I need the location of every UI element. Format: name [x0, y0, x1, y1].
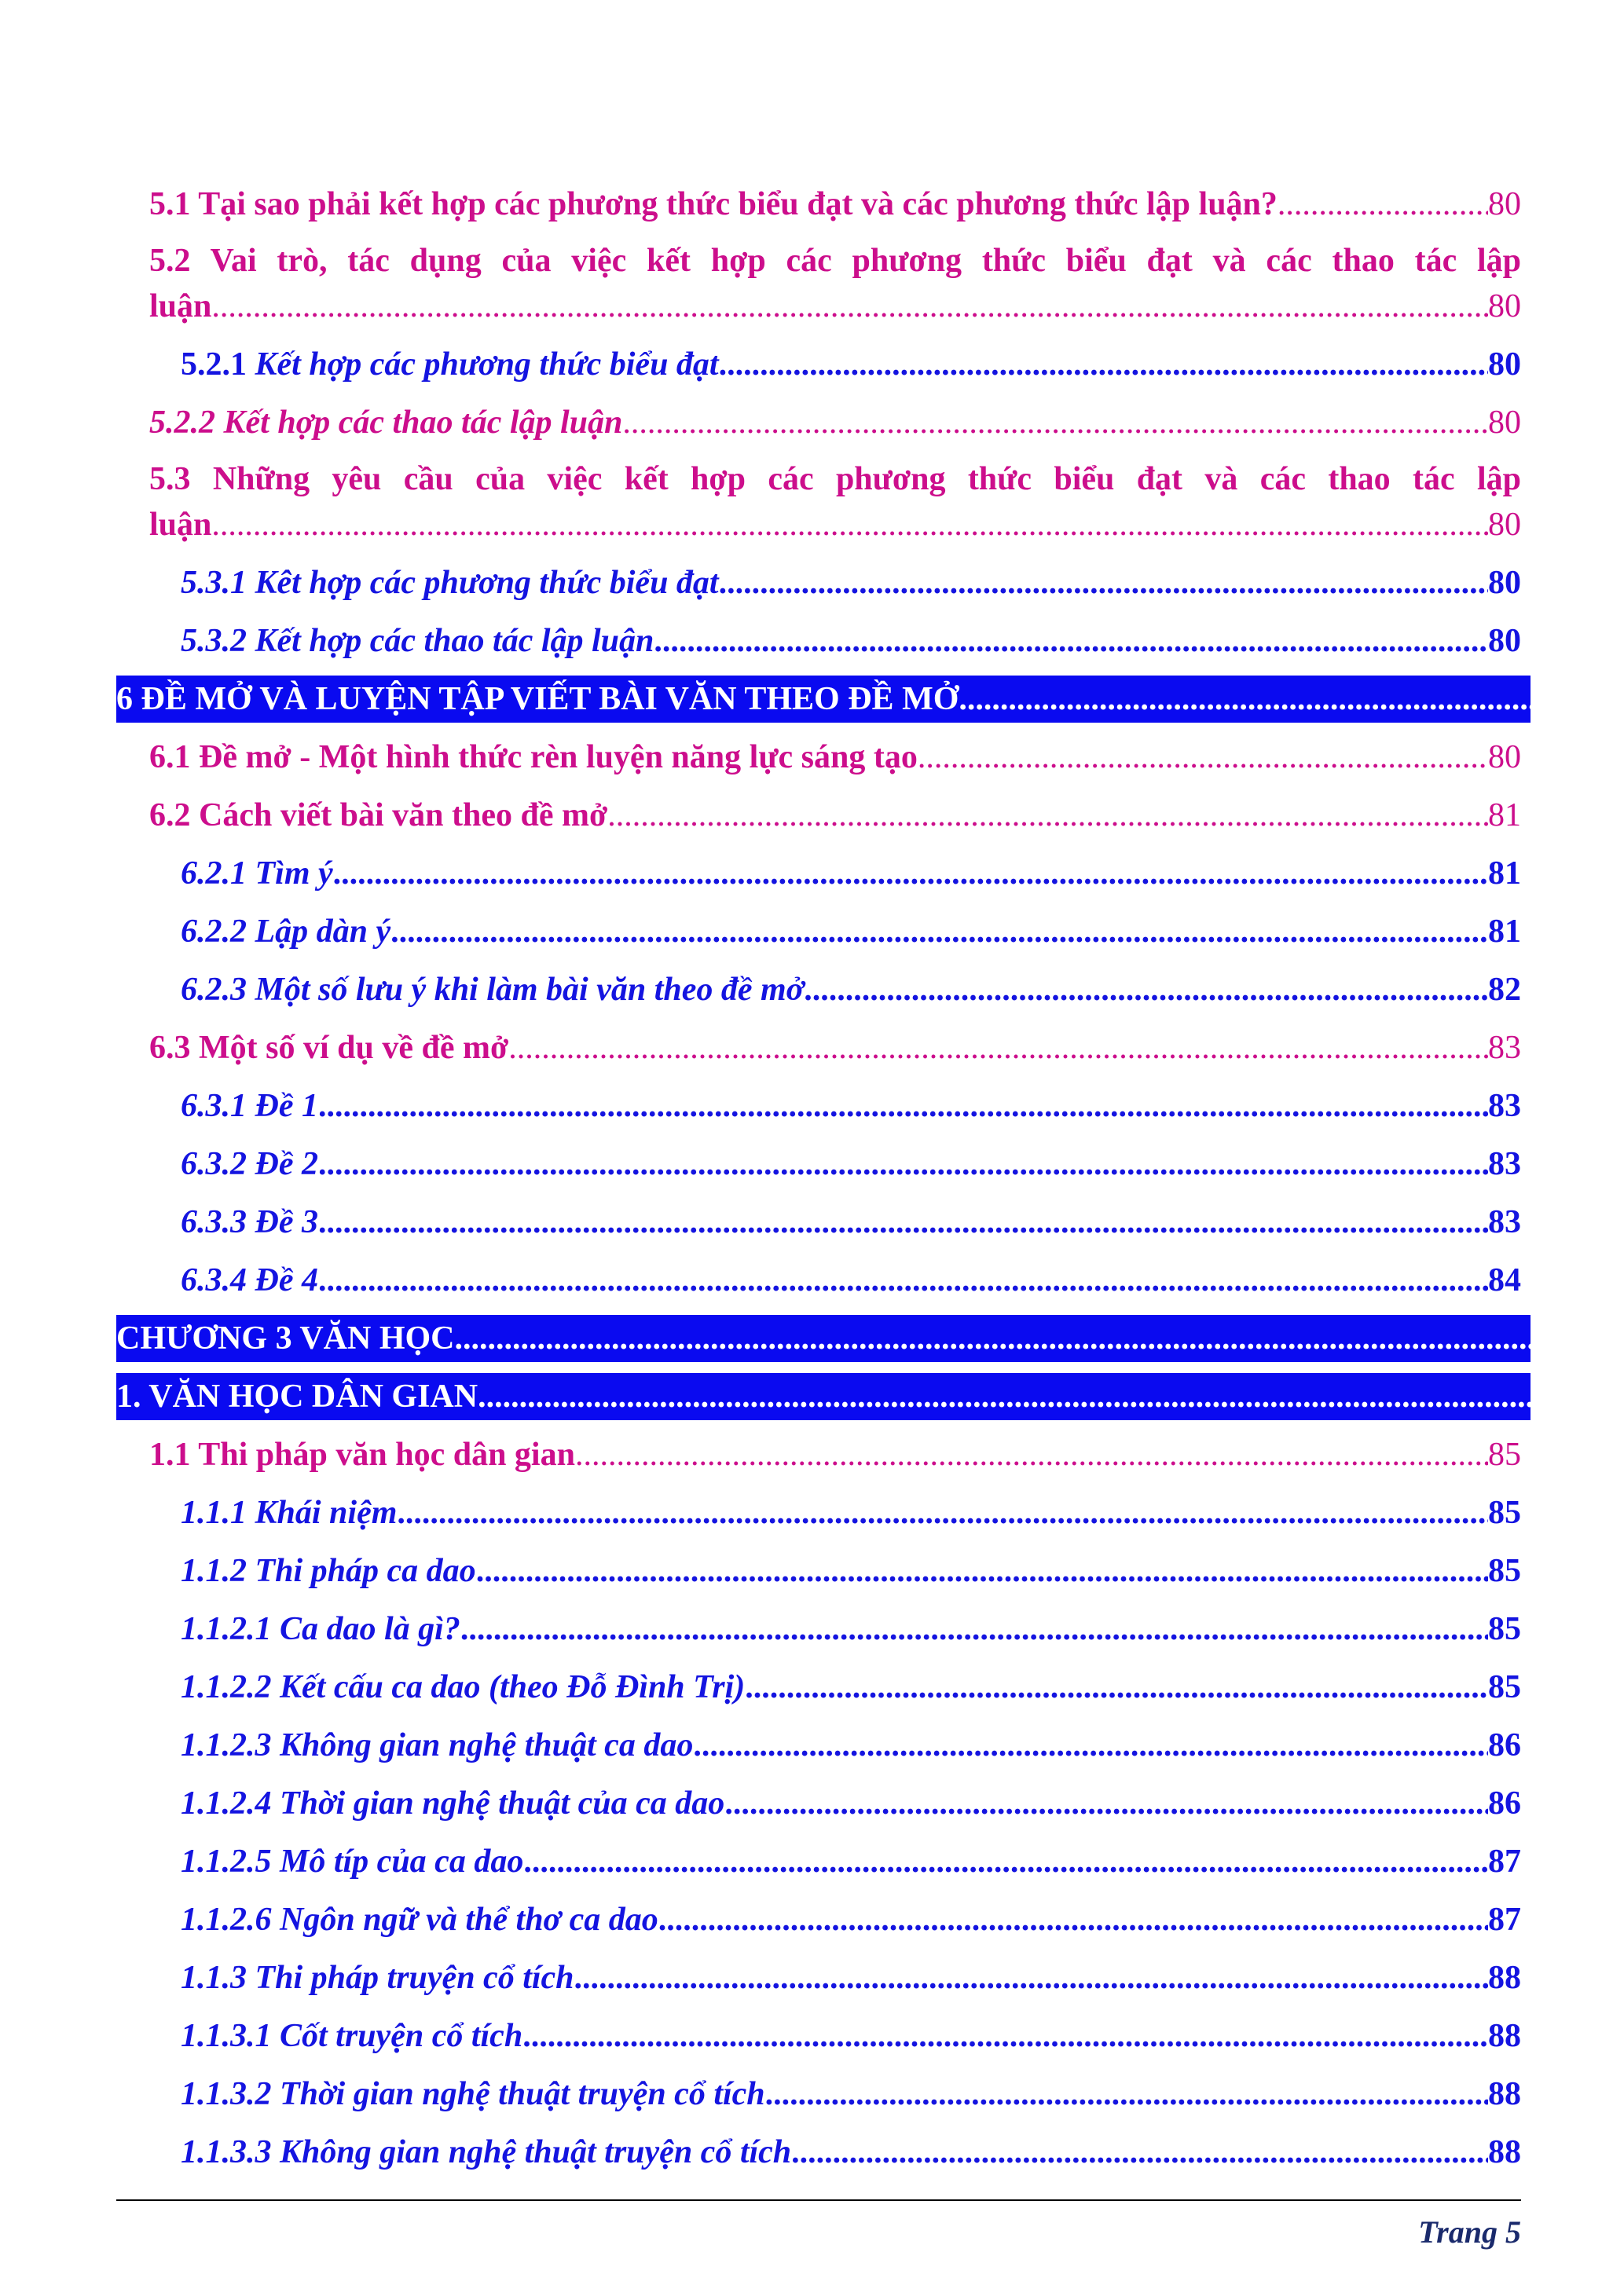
toc-entry[interactable] [116, 1722, 1521, 1769]
toc-entry-title: 6.1 Đề mở - Một hình thức rèn luyện năng lực sáng tạo [149, 739, 918, 775]
dot-leader [318, 1082, 1488, 1130]
toc-page-number: 88 [1488, 2076, 1521, 2112]
toc-entry[interactable] [116, 2012, 1521, 2060]
toc-chapter-banner[interactable] [116, 676, 1531, 723]
toc-entry[interactable] [116, 559, 1521, 606]
dot-leader [318, 1257, 1488, 1304]
toc-page-number: 80 [1488, 623, 1521, 659]
dot-leader [654, 617, 1488, 665]
toc-entry-title: 1.1.2 Thi pháp ca dao [181, 1553, 476, 1589]
dot-leader [523, 1838, 1488, 1885]
toc-entry-title: 6.2.1 Tìm ý [181, 855, 333, 892]
toc-entry[interactable] [116, 617, 1521, 665]
toc-page-number: 81 [1488, 914, 1521, 950]
toc-entry[interactable] [116, 239, 1521, 330]
toc-page-number: 85 [1488, 1495, 1521, 1531]
toc-entry-title: 1.1.2.6 Ngôn ngữ và thể thơ ca dao [181, 1902, 658, 1938]
toc-page-number: 80 [1488, 186, 1521, 222]
toc-entry-title: 1.1.3.2 Thời gian nghệ thuật truyện cổ tích [181, 2076, 765, 2112]
toc-page-number: 81 [1488, 797, 1521, 833]
dot-leader [607, 792, 1488, 839]
toc-entry-title: 1.1 Thi pháp văn học dân gian [149, 1437, 575, 1473]
toc-entry-title: 1.1.3 Thi pháp truyện cổ tích [181, 1960, 574, 1996]
toc-entry-title: 1. VĂN HỌC DÂN GIAN [116, 1379, 478, 1415]
toc-entry-title: 6.2 Cách viết bài văn theo đề mở [149, 797, 608, 833]
toc-page-number: 83 [1488, 1146, 1521, 1182]
dot-leader [575, 1431, 1488, 1478]
toc-entry[interactable] [116, 792, 1521, 839]
dot-leader [333, 850, 1488, 897]
toc-page-number: 88 [1488, 1960, 1521, 1996]
dot-leader [658, 1896, 1488, 1943]
toc-entry[interactable] [116, 850, 1521, 897]
dot-leader [693, 1722, 1488, 1769]
toc-entry-title: 6 ĐỀ MỞ VÀ LUYỆN TẬP VIẾT BÀI VĂN THEO ĐỀ MỞ [116, 681, 959, 717]
toc-entry-title: 6.3.2 Đề 2 [181, 1146, 318, 1182]
toc-entry-title: 6.3.1 Đề 1 [181, 1088, 318, 1124]
toc-chapter-banner[interactable] [116, 1373, 1531, 1420]
dot-leader [724, 1780, 1488, 1827]
toc-page-number: 82 [1488, 972, 1521, 1008]
toc-page-number: 83 [1488, 1030, 1521, 1066]
dot-leader [745, 1664, 1488, 1711]
toc-page-number: 83 [1488, 1088, 1521, 1124]
toc-page-number: 80 [1488, 565, 1521, 601]
toc-entry[interactable] [116, 1141, 1521, 1188]
toc-entry[interactable] [116, 1257, 1521, 1304]
toc-entry[interactable] [116, 1315, 1521, 1362]
dot-leader [804, 966, 1488, 1013]
dot-leader [318, 1141, 1488, 1188]
dot-leader [719, 559, 1488, 606]
toc-entry[interactable] [116, 1838, 1521, 1885]
toc-page-number: 85 [1488, 1553, 1521, 1589]
dot-leader [460, 1606, 1488, 1653]
toc-entry-title: Kết hợp các phương thức biểu đạt [255, 346, 719, 383]
toc-entry-title: 1.1.2.3 Không gian nghệ thuật ca dao [181, 1727, 694, 1763]
toc-entry[interactable] [116, 1082, 1521, 1130]
toc-chapter-banner[interactable] [116, 1315, 1531, 1362]
toc-page-number: 84 [1488, 1262, 1521, 1298]
toc-entry[interactable] [116, 1606, 1521, 1653]
toc-entry[interactable] [116, 1199, 1521, 1246]
toc-entry-title: 6.2.2 Lập dàn ý [181, 914, 391, 950]
dot-leader [1278, 181, 1488, 228]
dot-leader [791, 2129, 1488, 2176]
toc-page-number: 87 [1488, 1844, 1521, 1880]
dot-leader [455, 1315, 1531, 1362]
toc-entry-title-line1: 5.3 Những yêu cầu của việc kết hợp các phương thức biểu đạt và các thao tác lập [149, 461, 1521, 497]
toc-page-number: 85 [1488, 1611, 1521, 1647]
toc-entry-title: 1.1.1 Khái niệm [181, 1495, 398, 1531]
toc-entry-title: 1.1.2.5 Mô típ của ca dao [181, 1844, 524, 1880]
toc-entry-title: 1.1.2.2 Kết cấu ca dao (theo Đỗ Đình Trị) [181, 1669, 746, 1705]
toc-entry-title: 5.3.2 Kết hợp các thao tác lập luận [181, 623, 654, 659]
toc-entry[interactable] [116, 1373, 1521, 1420]
dot-leader [508, 1024, 1488, 1071]
toc-entry[interactable] [116, 1431, 1521, 1478]
toc-entry[interactable] [116, 1780, 1521, 1827]
toc-entry[interactable] [116, 457, 1521, 548]
toc-entry[interactable] [116, 1896, 1521, 1943]
dot-leader [959, 676, 1531, 723]
toc-entry-title: 5.1 Tại sao phải kết hợp các phương thức biểu đạt và các phương thức lập luận? [149, 186, 1278, 222]
toc-entry-title-line1: 5.2 Vai trò, tác dụng của việc kết hợp các phương thức biểu đạt và các thao tác lập [149, 243, 1521, 279]
dot-leader [478, 1373, 1531, 1420]
dot-leader [390, 908, 1488, 955]
toc-entry-number: 5.2.1 [181, 346, 255, 383]
dot-leader [476, 1547, 1488, 1595]
toc-page-number: 88 [1488, 2134, 1521, 2170]
toc-page-number: 88 [1488, 2018, 1521, 2054]
toc-page-number: 80 [1488, 288, 1521, 324]
toc-entry-title: 6.3 Một số ví dụ về đề mở [149, 1030, 509, 1066]
toc-entry-title-line2: luận [149, 288, 212, 324]
toc-entry-title: 5.3.1 Kêt hợp các phương thức biểu đạt [181, 565, 719, 601]
toc-page-number: 81 [1488, 855, 1521, 892]
dot-leader [211, 501, 1488, 548]
toc-entry-title: 6.3.3 Đề 3 [181, 1204, 318, 1240]
footer-divider [116, 2199, 1521, 2201]
toc-entry[interactable] [116, 2071, 1521, 2118]
toc-entry[interactable] [116, 1489, 1521, 1536]
toc-entry-title: 1.1.3.1 Cốt truyện cổ tích [181, 2018, 523, 2054]
dot-leader [765, 2071, 1488, 2118]
toc-entry-title: CHƯƠNG 3 VĂN HỌC [116, 1320, 455, 1357]
toc-entry-title: 1.1.2.4 Thời gian nghệ thuật của ca dao [181, 1785, 725, 1822]
toc-entry-title: 6.3.4 Đề 4 [181, 1262, 318, 1298]
toc-entry-title-line2: luận [149, 507, 212, 543]
dot-leader [211, 283, 1488, 330]
toc-entry-title: 1.1.2.1 Ca dao là gì? [181, 1611, 460, 1647]
toc-entry-title: 6.2.3 Một số lưu ý khi làm bài văn theo đề mở [181, 972, 805, 1008]
dot-leader [522, 2012, 1488, 2060]
toc-page-number: 87 [1488, 1902, 1521, 1938]
toc-page-number: 80 [1488, 739, 1521, 775]
toc-entry[interactable] [116, 1664, 1521, 1711]
toc-page-number: 85 [1488, 1437, 1521, 1473]
toc-entry[interactable] [116, 908, 1521, 955]
toc-entry[interactable] [116, 734, 1521, 781]
dot-leader [318, 1199, 1488, 1246]
toc-entry[interactable] [116, 341, 1521, 388]
dot-leader [574, 1954, 1488, 2001]
table-of-contents [116, 181, 1521, 2187]
toc-entry[interactable] [116, 966, 1521, 1013]
toc-entry[interactable] [116, 181, 1521, 228]
toc-entry[interactable] [116, 1954, 1521, 2001]
toc-entry[interactable] [116, 676, 1521, 723]
toc-page-number: 85 [1488, 1669, 1521, 1705]
page-number: Trang 5 [1418, 2214, 1521, 2250]
dot-leader [622, 399, 1488, 446]
dot-leader [719, 341, 1488, 388]
toc-page-number: 86 [1488, 1727, 1521, 1763]
toc-entry[interactable] [116, 1547, 1521, 1595]
toc-entry[interactable] [116, 1024, 1521, 1071]
toc-entry[interactable] [116, 399, 1521, 446]
toc-page-number: 80 [1488, 507, 1521, 543]
dot-leader [918, 734, 1488, 781]
toc-entry-title: 5.2.2 Kết hợp các thao tác lập luận [149, 405, 623, 441]
toc-entry-title: 1.1.3.3 Không gian nghệ thuật truyện cổ tích [181, 2134, 792, 2170]
dot-leader [397, 1489, 1488, 1536]
toc-page-number: 83 [1488, 1204, 1521, 1240]
toc-page-number: 86 [1488, 1785, 1521, 1822]
toc-page-number: 80 [1488, 346, 1521, 383]
toc-page-number: 80 [1488, 405, 1521, 441]
toc-entry[interactable] [116, 2129, 1521, 2176]
